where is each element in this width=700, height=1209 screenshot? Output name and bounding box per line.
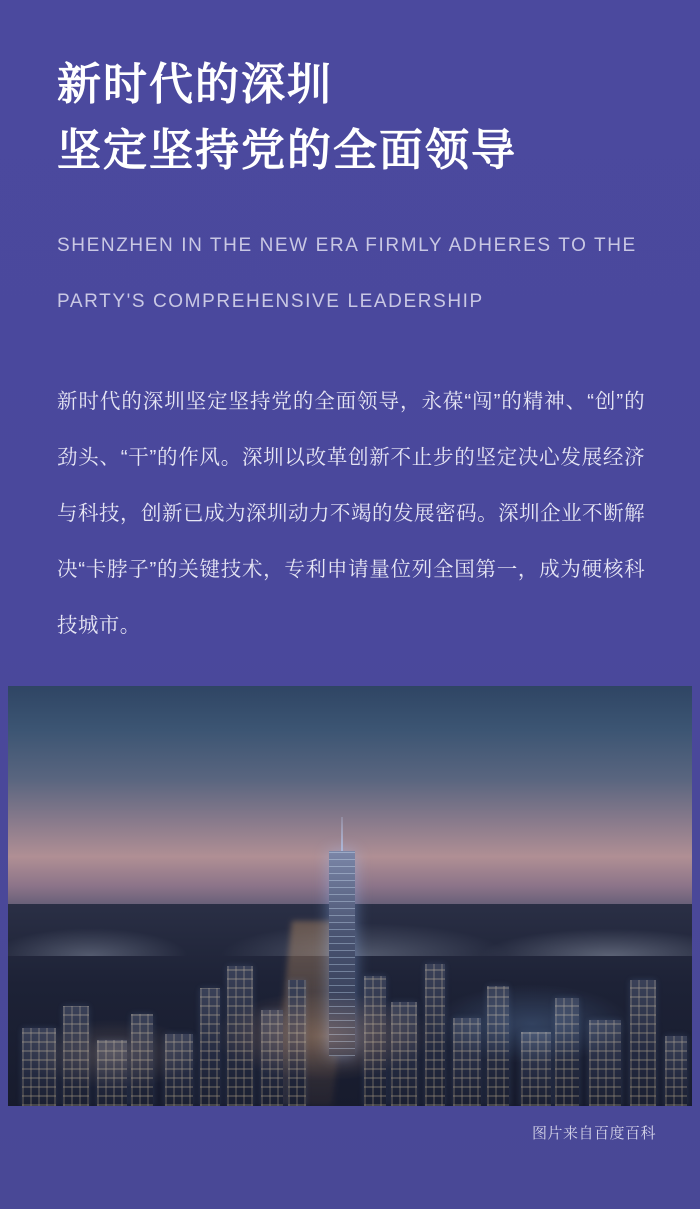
body-text-block	[57, 374, 645, 654]
building	[630, 980, 656, 1106]
title-line-1: 新时代的深圳	[57, 60, 333, 109]
building	[364, 976, 386, 1106]
city-skyline-image	[8, 686, 692, 1106]
building	[425, 964, 445, 1106]
building	[22, 1028, 56, 1106]
subtitle-line-1: SHENZHEN IN THE NEW ERA FIRMLY ADHERES TO THE	[57, 235, 637, 256]
building	[487, 986, 509, 1106]
building	[63, 1006, 89, 1106]
building	[227, 966, 253, 1106]
building	[131, 1014, 153, 1106]
building	[97, 1040, 127, 1106]
building	[288, 980, 306, 1106]
page-subtitle	[57, 218, 645, 330]
ping-an-finance-center	[329, 851, 355, 1056]
building	[391, 1002, 417, 1106]
building	[589, 1020, 621, 1106]
image-caption: 图片来自百度百科	[531, 1125, 656, 1142]
building	[521, 1032, 551, 1106]
page-title	[57, 52, 645, 184]
building	[200, 988, 220, 1106]
building	[665, 1036, 687, 1106]
image-caption-bar	[0, 1106, 700, 1159]
title-line-2: 坚定坚持党的全面领导	[57, 126, 517, 175]
building	[555, 998, 579, 1106]
subtitle-line-2: PARTY'S COMPREHENSIVE LEADERSHIP	[57, 291, 484, 312]
body-paragraph: 新时代的深圳坚定坚持党的全面领导，永葆“闯”的精神、“创”的劲头、“干”的作风。深圳以改革创新不止步的坚定决心发展经济与科技，创新已成为深圳动力不竭的发展密码。深圳企业不断解决“卡脖子”的关键技术，专利申请量位列全国第一，成为硬核科技城市。	[57, 390, 645, 637]
city-photo-figure	[0, 686, 700, 1159]
building	[261, 1010, 283, 1106]
building	[453, 1018, 481, 1106]
building	[165, 1034, 193, 1106]
